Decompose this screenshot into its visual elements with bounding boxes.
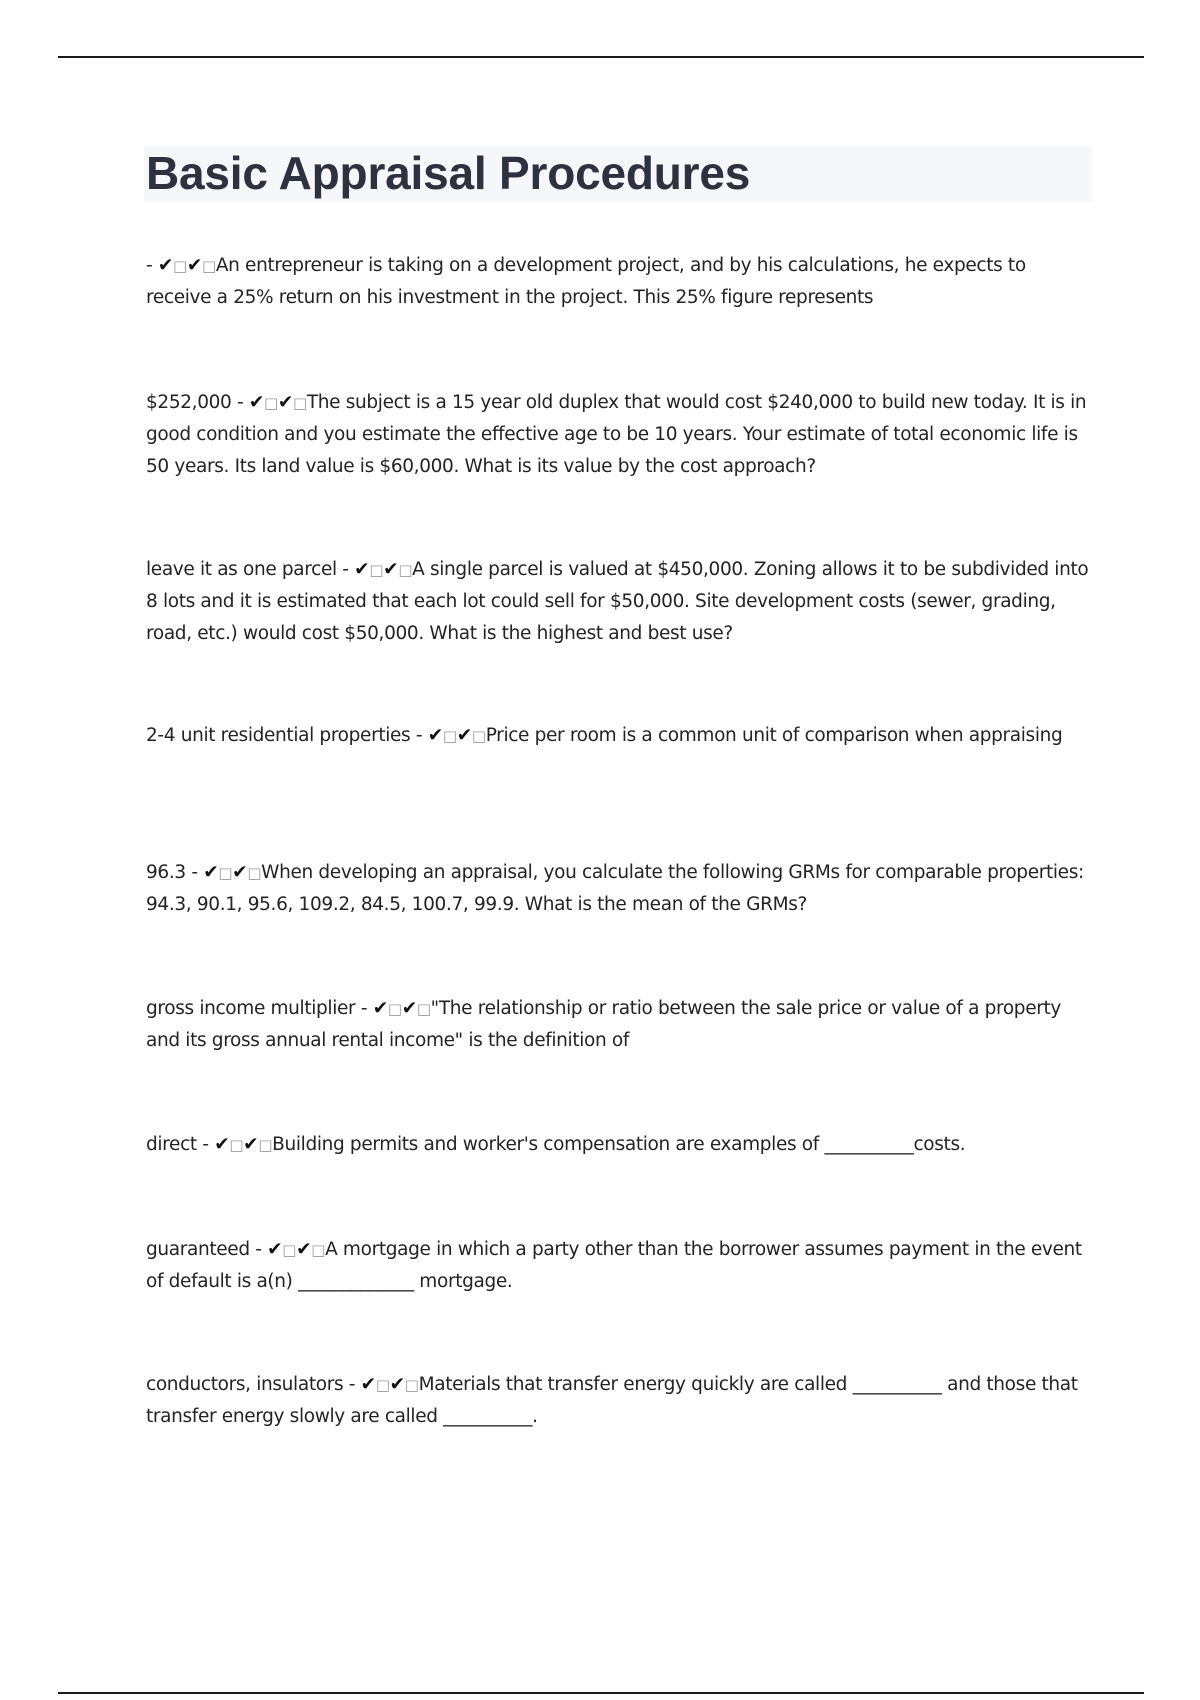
card-question: The subject is a 15 year old duplex that would cost $240,000 to build new today. It is in good condition and you estimate the effective age to be 10 years. Your estimate of total economic life is 50 years. Its land value is $60,000. What is its value by the cost approach?	[146, 392, 1087, 477]
card-question: An entrepreneur is taking on a development project, and by his calculations, he expects to receive a 25% return on his investment in the project. This 25% figure represents	[146, 255, 1026, 308]
check-mark-icon: ✔	[248, 392, 265, 413]
check-mark-icon: ✔	[157, 255, 174, 276]
check-mark-icon: ✔	[389, 1374, 405, 1395]
page-title: Basic Appraisal Procedures	[146, 147, 751, 199]
card-question: Building permits and worker's compensation are examples of __________costs.	[272, 1134, 966, 1155]
card-separator: -	[231, 392, 249, 413]
check-mark-icon: ✔	[354, 559, 370, 580]
box-icon: □	[369, 561, 384, 579]
flashcard	[146, 993, 1096, 1057]
flashcard	[146, 1234, 1096, 1298]
box-icon: □	[375, 1376, 390, 1394]
check-mark-icon: ✔	[214, 1134, 230, 1155]
card-separator: -	[185, 862, 204, 883]
card-separator: -	[336, 559, 355, 580]
top-rule	[58, 56, 1144, 58]
check-mark-icon: ✔	[383, 559, 399, 580]
card-question: Materials that transfer energy quickly are called __________ and those that transfer energy slowly are called __________.	[146, 1374, 1078, 1427]
card-question: When developing an appraisal, you calculate the following GRMs for comparable properties: 94.3, 90.1, 95.6, 109.2, 84.5, 100.7, 99.9. What is the mean of the GRMs?	[146, 862, 1084, 915]
card-answer: gross income multiplier	[146, 998, 356, 1019]
bottom-rule	[58, 1692, 1144, 1694]
flashcard	[146, 554, 1096, 650]
check-mark-icon: ✔	[372, 998, 388, 1019]
box-icon: □	[416, 1000, 431, 1018]
check-mark-icon: ✔	[360, 1374, 376, 1395]
box-icon: □	[264, 394, 278, 412]
box-icon: □	[218, 864, 233, 882]
flashcard	[146, 857, 1096, 921]
box-icon: □	[387, 1000, 402, 1018]
box-icon: □	[311, 1241, 326, 1259]
card-separator: -	[410, 725, 428, 746]
check-mark-icon: ✔	[267, 1239, 283, 1260]
box-icon: □	[398, 561, 413, 579]
flashcard	[146, 250, 1096, 314]
box-icon: □	[202, 257, 216, 275]
box-icon: □	[247, 864, 262, 882]
box-icon: □	[404, 1376, 419, 1394]
card-answer: 96.3	[146, 862, 186, 883]
check-mark-icon: ✔	[296, 1239, 312, 1260]
box-icon: □	[229, 1136, 244, 1154]
card-answer: $252,000	[146, 392, 232, 413]
card-separator: -	[343, 1374, 361, 1395]
check-mark-icon: ✔	[203, 862, 219, 883]
card-answer: leave it as one parcel	[146, 559, 337, 580]
card-answer: conductors, insulators	[146, 1374, 344, 1395]
card-answer: direct	[146, 1134, 197, 1155]
box-icon: □	[471, 727, 486, 745]
card-question: A mortgage in which a party other than the borrower assumes payment in the event of default is a(n) _____________ mortgage.	[146, 1239, 1082, 1292]
card-question: Price per room is a common unit of comparison when appraising	[485, 725, 1063, 746]
check-mark-icon: ✔	[427, 725, 443, 746]
flashcard	[146, 1369, 1096, 1433]
box-icon: □	[258, 1136, 273, 1154]
check-mark-icon: ✔	[401, 998, 417, 1019]
flashcard	[146, 720, 1096, 752]
flashcard	[146, 1129, 1096, 1161]
card-separator: -	[355, 998, 373, 1019]
card-answer: guaranteed	[146, 1239, 250, 1260]
card-separator: -	[249, 1239, 268, 1260]
box-icon: □	[282, 1241, 297, 1259]
check-mark-icon: ✔	[186, 255, 202, 276]
card-question: "The relationship or ratio between the sale price or value of a property and its gross annual rental income" is the definition of	[146, 998, 1061, 1051]
card-answer: 2-4 unit residential properties	[146, 725, 411, 746]
box-icon: □	[293, 394, 307, 412]
check-mark-icon: ✔	[277, 392, 294, 413]
flashcard	[146, 387, 1096, 483]
card-question: A single parcel is valued at $450,000. Zoning allows it to be subdivided into 8 lots and it is estimated that each lot could sell for $50,000. Site development costs (sewer, grading, road, etc.) would cost $50,000. What is the highest and best use?	[146, 559, 1089, 644]
card-separator: -	[196, 1134, 215, 1155]
check-mark-icon: ✔	[243, 1134, 259, 1155]
check-mark-icon: ✔	[456, 725, 472, 746]
box-icon: □	[442, 727, 457, 745]
check-mark-icon: ✔	[232, 862, 248, 883]
card-separator: -	[146, 255, 158, 276]
box-icon: □	[173, 257, 187, 275]
